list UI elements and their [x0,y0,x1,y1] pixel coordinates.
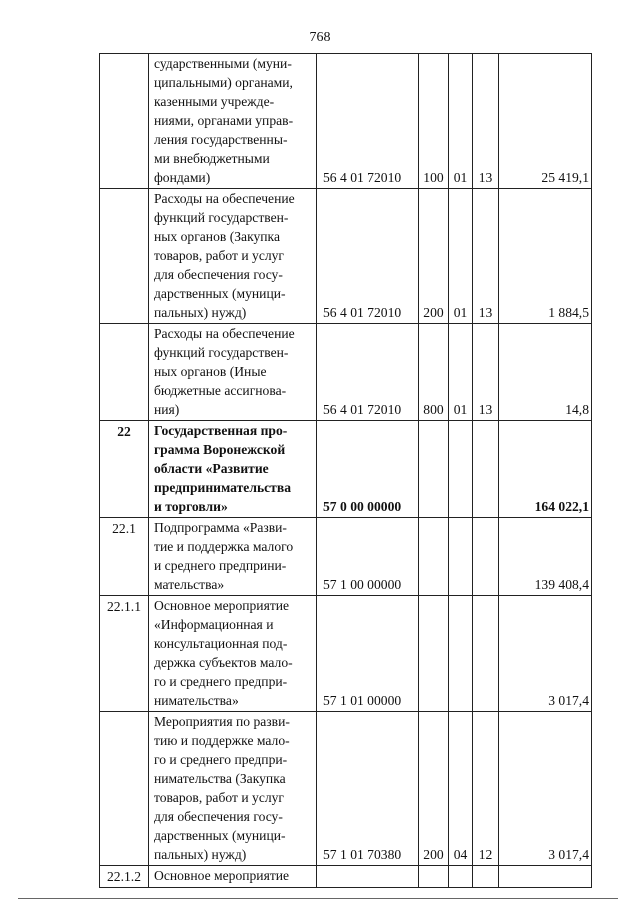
item-name-line: предпринимательства [154,480,291,495]
page-number: 768 [309,30,331,45]
item-name-line: держка субъектов мало- [154,655,293,670]
subsection-cell [473,866,499,888]
row-number-cell: 22.1.1 [100,596,149,712]
item-name-line: и среднего предприни- [154,558,287,573]
item-name-line: грамма Воронежской [154,442,286,457]
item-name-line: дарственных (муници- [154,286,286,301]
item-name-line: го и среднего предпри- [154,674,288,689]
subsection-cell [473,518,499,596]
table-row [100,866,592,888]
section-cell [449,596,473,712]
item-name-line: ния) [154,402,180,417]
item-name-line: ных органов (Иные [154,364,267,379]
item-name-line: мательства» [154,577,225,592]
item-name-cell [149,421,317,518]
expense-type-cell: 200 [419,712,449,866]
budget-table [99,53,592,888]
subsection-cell: 13 [473,54,499,189]
item-name-line: ниями, органами управ- [154,113,294,128]
subsection-cell [473,596,499,712]
table-row [100,712,592,866]
item-name-line: Расходы на обеспечение [154,326,295,341]
amount-cell: 139 408,4 [499,518,592,596]
item-name-line: товаров, работ и услуг [154,790,285,805]
item-name-line: дарственных (муници- [154,828,286,843]
amount-cell [499,866,592,888]
item-name-cell [149,54,317,189]
item-name-line: «Информационная и [154,617,274,632]
item-name-line: функций государствен- [154,345,289,360]
amount-cell: 3 017,4 [499,596,592,712]
item-name-line: товаров, работ и услуг [154,248,285,263]
row-number-cell [100,54,149,189]
item-name-line: пальных) нужд) [154,305,247,320]
item-name-line: ления государственны- [154,132,288,147]
target-code-cell: 56 4 01 72010 [317,189,419,324]
row-number-cell [100,324,149,421]
item-name-line: бюджетные ассигнова- [154,383,287,398]
item-name-cell [149,518,317,596]
item-name-line: сударственными (муни- [154,56,292,71]
expense-type-cell: 800 [419,324,449,421]
item-name-line: для обеспечения госу- [154,267,283,282]
row-number-cell [100,189,149,324]
item-name-cell [149,712,317,866]
subsection-cell: 13 [473,189,499,324]
item-name-line: тию и поддержке мало- [154,733,290,748]
target-code-cell: 57 1 01 00000 [317,596,419,712]
item-name-line: Подпрограмма «Разви- [154,520,287,535]
item-name-line: Основное мероприятие [154,598,290,613]
table-row [100,324,592,421]
section-cell [449,866,473,888]
section-cell: 04 [449,712,473,866]
item-name-line: казенными учрежде- [154,94,275,109]
target-code-cell: 56 4 01 72010 [317,324,419,421]
section-cell: 01 [449,189,473,324]
item-name-line: ных органов (Закупка [154,229,280,244]
item-name-line: области «Развитие [154,461,269,476]
expense-type-cell [419,596,449,712]
amount-cell: 3 017,4 [499,712,592,866]
item-name-line: го и среднего предпри- [154,752,288,767]
item-name-line: нимательства (Закупка [154,771,286,786]
table-row [100,54,592,189]
row-number-cell: 22.1 [100,518,149,596]
expense-type-cell: 100 [419,54,449,189]
expense-type-cell: 200 [419,189,449,324]
section-cell [449,421,473,518]
item-name-cell [149,866,317,888]
table-row [100,421,592,518]
expense-type-cell [419,421,449,518]
section-cell [449,518,473,596]
table-row [100,596,592,712]
expense-type-cell [419,518,449,596]
row-number-cell [100,712,149,866]
item-name-line: функций государствен- [154,210,289,225]
amount-cell: 25 419,1 [499,54,592,189]
item-name-line: консультационная под- [154,636,288,651]
subsection-cell [473,421,499,518]
item-name-line: для обеспечения госу- [154,809,283,824]
row-number-cell: 22.1.2 [100,866,149,888]
target-code-cell: 57 0 00 00000 [317,421,419,518]
target-code-cell: 57 1 01 70380 [317,712,419,866]
item-name-cell [149,189,317,324]
subsection-cell: 13 [473,324,499,421]
item-name-cell [149,324,317,421]
target-code-cell: 56 4 01 72010 [317,54,419,189]
item-name-line: Основное мероприятие [154,868,290,883]
item-name-line: и торговли» [154,499,228,514]
row-number-cell: 22 [100,421,149,518]
table-row [100,518,592,596]
item-name-line: Мероприятия по разви- [154,714,290,729]
section-cell: 01 [449,324,473,421]
item-name-line: Государственная про- [154,423,288,438]
item-name-line: ми внебюджетными [154,151,270,166]
table-row [100,189,592,324]
expense-type-cell [419,866,449,888]
item-name-line: фондами) [154,170,211,185]
item-name-line: Расходы на обеспечение [154,191,295,206]
target-code-cell [317,866,419,888]
amount-cell: 164 022,1 [499,421,592,518]
target-code-cell: 57 1 00 00000 [317,518,419,596]
subsection-cell: 12 [473,712,499,866]
page-bottom-line [18,898,618,899]
item-name-line: нимательства» [154,693,239,708]
section-cell: 01 [449,54,473,189]
item-name-line: тие и поддержка малого [154,539,294,554]
item-name-line: ципальными) органами, [154,75,293,90]
item-name-cell [149,596,317,712]
amount-cell: 14,8 [499,324,592,421]
amount-cell: 1 884,5 [499,189,592,324]
item-name-line: пальных) нужд) [154,847,247,862]
